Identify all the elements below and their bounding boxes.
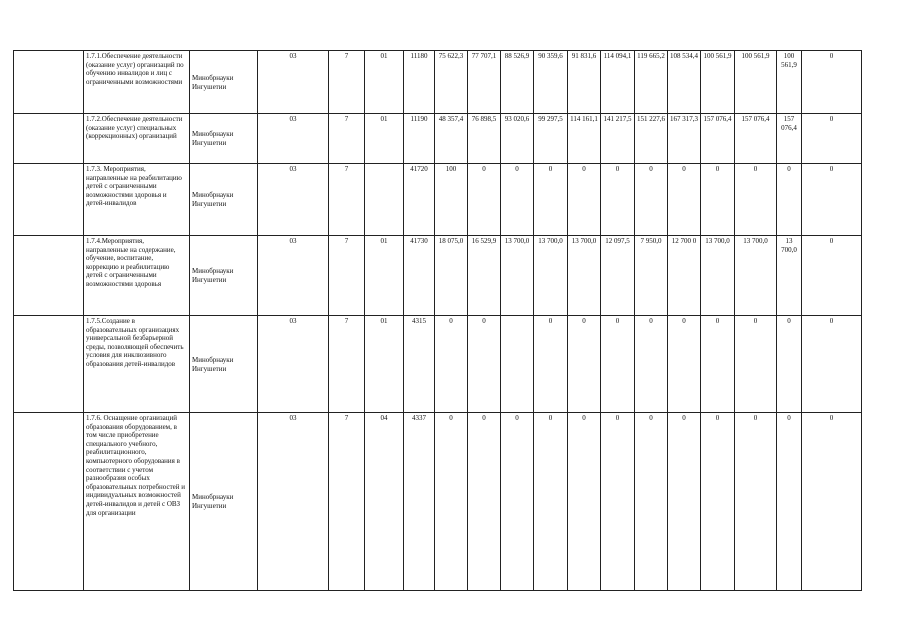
amount-cell: 0 — [501, 164, 534, 236]
code-cell: 7 — [329, 413, 365, 591]
empty-cell — [14, 51, 84, 114]
amount-cell: 0 — [668, 164, 701, 236]
budget-table-page — [13, 50, 862, 591]
amount-cell: 0 — [435, 413, 468, 591]
amount-cell: 0 — [568, 316, 601, 413]
amount-cell: 0 — [435, 316, 468, 413]
amount-cell: 77 707,1 — [468, 51, 501, 114]
code-cell: 7 — [329, 316, 365, 413]
activity-name-cell: 1.7.3. Мероприятия, направленные на реабилитацию детей с ограниченными возможностями здоровья и детей-инвалидов — [84, 164, 190, 236]
amount-cell: 0 — [802, 316, 862, 413]
code-cell: 4337 — [404, 413, 435, 591]
amount-cell: 13 700,0 — [568, 236, 601, 316]
amount-cell: 0 — [777, 316, 802, 413]
amount-cell: 7 950,0 — [635, 236, 668, 316]
code-cell: 7 — [329, 236, 365, 316]
amount-cell: 13 700,0 — [735, 236, 777, 316]
amount-cell: 0 — [601, 164, 635, 236]
table-row — [14, 114, 862, 164]
empty-cell — [14, 114, 84, 164]
table-body — [14, 51, 862, 591]
amount-cell: 13 700,0 — [777, 236, 802, 316]
amount-cell: 0 — [777, 413, 802, 591]
amount-cell — [501, 316, 534, 413]
amount-cell: 0 — [635, 316, 668, 413]
amount-cell: 0 — [601, 413, 635, 591]
code-cell: 03 — [258, 164, 329, 236]
code-cell: 11180 — [404, 51, 435, 114]
amount-cell: 114 161,1 — [568, 114, 601, 164]
amount-cell: 16 529,9 — [468, 236, 501, 316]
code-cell: 03 — [258, 413, 329, 591]
amount-cell: 48 357,4 — [435, 114, 468, 164]
empty-cell — [14, 164, 84, 236]
amount-cell: 0 — [668, 413, 701, 591]
amount-cell: 18 075,0 — [435, 236, 468, 316]
amount-cell: 167 317,3 — [668, 114, 701, 164]
empty-cell — [14, 413, 84, 591]
code-cell: 03 — [258, 316, 329, 413]
table-row — [14, 413, 862, 591]
activity-name-cell: 1.7.5.Создание в образовательных организациях универсальной безбарьерной среды, позволяющей обеспечить условия для инклюзивного образования детей-инвалидов — [84, 316, 190, 413]
executor-cell: Минобрнауки Ингушетии — [190, 236, 258, 316]
code-cell: 41730 — [404, 236, 435, 316]
amount-cell: 0 — [802, 51, 862, 114]
amount-cell: 12 700 0 — [668, 236, 701, 316]
amount-cell: 100 — [435, 164, 468, 236]
amount-cell: 0 — [568, 164, 601, 236]
amount-cell: 13 700,0 — [501, 236, 534, 316]
table-row — [14, 236, 862, 316]
executor-cell: Минобрнауки Ингушетии — [190, 114, 258, 164]
empty-cell — [14, 316, 84, 413]
amount-cell: 13 700,0 — [701, 236, 735, 316]
amount-cell: 0 — [568, 413, 601, 591]
amount-cell: 0 — [735, 316, 777, 413]
activity-name-cell: 1.7.2.Обеспечение деятельности (оказание услуг) специальных (коррекционных) организаций — [84, 114, 190, 164]
executor-cell: Минобрнауки Ингушетии — [190, 316, 258, 413]
executor-cell: Минобрнауки Ингушетии — [190, 413, 258, 591]
amount-cell: 141 217,5 — [601, 114, 635, 164]
amount-cell: 0 — [601, 316, 635, 413]
amount-cell: 0 — [668, 316, 701, 413]
code-cell: 03 — [258, 236, 329, 316]
amount-cell: 0 — [802, 114, 862, 164]
amount-cell: 108 534,4 — [668, 51, 701, 114]
amount-cell: 13 700,0 — [534, 236, 568, 316]
budget-table — [13, 50, 862, 591]
executor-cell: Минобрнауки Ингушетии — [190, 51, 258, 114]
amount-cell: 0 — [802, 236, 862, 316]
amount-cell: 0 — [468, 413, 501, 591]
amount-cell: 76 898,5 — [468, 114, 501, 164]
amount-cell: 114 094,1 — [601, 51, 635, 114]
amount-cell: 0 — [777, 164, 802, 236]
amount-cell: 0 — [701, 164, 735, 236]
amount-cell: 0 — [534, 316, 568, 413]
code-cell: 01 — [365, 236, 404, 316]
amount-cell: 0 — [701, 316, 735, 413]
code-cell: 01 — [365, 51, 404, 114]
amount-cell: 0 — [802, 413, 862, 591]
amount-cell: 100 561,9 — [777, 51, 802, 114]
amount-cell: 119 665,2 — [635, 51, 668, 114]
amount-cell: 90 359,6 — [534, 51, 568, 114]
amount-cell: 93 020,6 — [501, 114, 534, 164]
code-cell: 01 — [365, 316, 404, 413]
amount-cell: 91 831,6 — [568, 51, 601, 114]
code-cell: 7 — [329, 114, 365, 164]
activity-name-cell: 1.7.1.Обеспечение деятельности (оказание услуг) организаций по обучению инвалидов и лиц с ограниченными возможностями — [84, 51, 190, 114]
amount-cell: 12 097,5 — [601, 236, 635, 316]
amount-cell: 0 — [735, 413, 777, 591]
amount-cell: 88 526,9 — [501, 51, 534, 114]
empty-cell — [14, 236, 84, 316]
amount-cell: 0 — [635, 413, 668, 591]
amount-cell: 0 — [735, 164, 777, 236]
amount-cell: 0 — [501, 413, 534, 591]
code-cell: 11190 — [404, 114, 435, 164]
amount-cell: 100 561,9 — [701, 51, 735, 114]
code-cell: 01 — [365, 114, 404, 164]
amount-cell: 157 076,4 — [701, 114, 735, 164]
amount-cell: 75 622,3 — [435, 51, 468, 114]
amount-cell: 157 076,4 — [777, 114, 802, 164]
amount-cell: 0 — [468, 164, 501, 236]
amount-cell: 99 297,5 — [534, 114, 568, 164]
table-row — [14, 316, 862, 413]
table-row — [14, 51, 862, 114]
code-cell: 04 — [365, 413, 404, 591]
amount-cell: 0 — [701, 413, 735, 591]
executor-cell: Минобрнауки Ингушетии — [190, 164, 258, 236]
code-cell: 03 — [258, 51, 329, 114]
amount-cell: 0 — [534, 413, 568, 591]
amount-cell: 0 — [534, 164, 568, 236]
table-row — [14, 164, 862, 236]
amount-cell: 0 — [635, 164, 668, 236]
amount-cell: 157 076,4 — [735, 114, 777, 164]
code-cell: 4315 — [404, 316, 435, 413]
amount-cell: 0 — [802, 164, 862, 236]
amount-cell: 100 561,9 — [735, 51, 777, 114]
code-cell: 03 — [258, 114, 329, 164]
code-cell: 7 — [329, 164, 365, 236]
activity-name-cell: 1.7.4.Мероприятия, направленные на содержание, обучение, воспитание, коррекцию и реабилитацию детей с ограниченными возможностями здоровья — [84, 236, 190, 316]
amount-cell: 151 227,6 — [635, 114, 668, 164]
code-cell: 41720 — [404, 164, 435, 236]
code-cell — [365, 164, 404, 236]
activity-name-cell: 1.7.6. Оснащение организаций образования оборудованием, в том числе приобретение специального учебного, реабилитационного, компьютерного оборудования в соответствии с учетом разнообразия особых образовательных потребностей и индивидуальных возможностей детей-инвалидов и детей с ОВЗ для организации — [84, 413, 190, 591]
code-cell: 7 — [329, 51, 365, 114]
amount-cell: 0 — [468, 316, 501, 413]
